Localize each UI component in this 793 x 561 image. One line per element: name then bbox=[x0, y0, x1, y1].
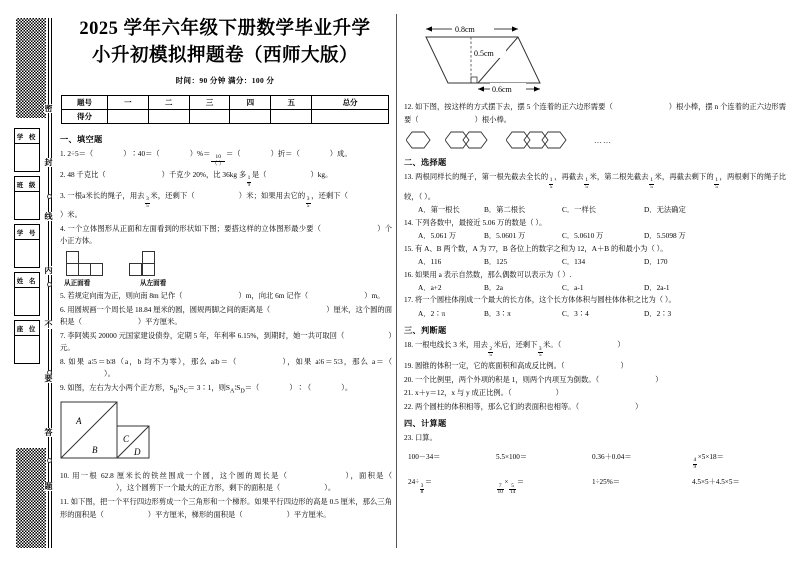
calc-item-2: 5.5×100＝ bbox=[496, 452, 528, 461]
option-c[interactable]: C．3∶4 bbox=[562, 309, 589, 318]
q21-num: 21. bbox=[404, 388, 414, 398]
q12-p2: ）根小棒，摆 n 个连着的正六边形需要（ bbox=[404, 102, 787, 124]
right-column bbox=[404, 12, 786, 496]
question-21 bbox=[404, 387, 786, 400]
q18-p3: 米。（ bbox=[543, 340, 562, 350]
fraction-numerator: 3 bbox=[306, 195, 310, 202]
option-a[interactable]: A．a+2 bbox=[418, 283, 442, 293]
option-b[interactable]: B．第二根长 bbox=[484, 205, 526, 215]
option-d[interactable]: D．2∶3 bbox=[644, 309, 672, 318]
q11-num: 11. bbox=[60, 496, 69, 506]
fraction-denominator: 5 bbox=[650, 184, 653, 191]
question-11 bbox=[60, 496, 392, 521]
q7-p2: ）元。 bbox=[60, 330, 393, 353]
score-header-4: 四 bbox=[230, 96, 271, 110]
q23-num: 23. bbox=[404, 433, 414, 443]
q21-p1: x＋y＝12，x 与 y 成正比例。（ bbox=[414, 388, 512, 398]
q5-p1: 若规定向南为正，则向南 8m 记作（ bbox=[67, 291, 183, 301]
score-cell[interactable] bbox=[189, 110, 230, 124]
field-input-seat[interactable] bbox=[14, 336, 40, 364]
q3-p5: ）米。 bbox=[60, 210, 82, 220]
label-C: C bbox=[123, 433, 130, 444]
q13-p4: 米，再截去剩下的 bbox=[654, 172, 714, 182]
fraction-numerator: 3 bbox=[538, 345, 542, 352]
score-cell[interactable] bbox=[148, 110, 189, 124]
page-title bbox=[60, 16, 390, 86]
calc-item-8: 4.5×5＋4.5×5＝ bbox=[692, 478, 740, 487]
field-input-name[interactable] bbox=[14, 288, 40, 316]
question-17-options bbox=[404, 308, 786, 320]
q20-p2: ） bbox=[655, 374, 663, 384]
q1-num: 1. bbox=[60, 149, 66, 158]
q3-p2: 米，还剩下（ bbox=[150, 190, 195, 200]
fraction-2-over-5 bbox=[488, 347, 493, 359]
option-c[interactable]: C．a-1 bbox=[562, 283, 584, 293]
q5-p3: ）m。 bbox=[364, 291, 385, 301]
fraction-1-over-9 bbox=[247, 176, 252, 188]
q3-p3: ）米；如果用去它的 bbox=[238, 190, 306, 200]
label-A: A bbox=[76, 415, 82, 426]
option-d[interactable]: D．2a-1 bbox=[644, 283, 670, 293]
title-line-1: 2025 学年六年级下册数学毕业升学 bbox=[79, 19, 371, 39]
fraction-numerator: 1 bbox=[549, 177, 553, 184]
seal-word: 题 bbox=[44, 482, 53, 491]
q14-num: 14. bbox=[404, 217, 414, 227]
seal-word: 密 bbox=[44, 104, 53, 113]
q10-p3: ），这个圆剪下一个最大的正方形，剩下的面积是（ bbox=[116, 483, 281, 493]
student-field-name bbox=[14, 272, 40, 316]
column-divider bbox=[396, 14, 397, 548]
fraction-5-over-14 bbox=[509, 484, 516, 496]
q4-text2: ）个小正方体。 bbox=[60, 223, 393, 246]
q7-p1: 李阿姨买 20000 元国家建设债券，定期 5 年，年利率 6.15%，到期时，她一共可取回（ bbox=[67, 330, 345, 340]
q18-p2: 米后，还剩下 bbox=[493, 340, 538, 350]
label-B: B bbox=[92, 444, 98, 455]
fraction-denominator: 9 bbox=[693, 463, 697, 470]
question-5 bbox=[60, 290, 392, 303]
q15-text: 有 A、B 两个数，A 为 77，B 各位上的数字之和为 12，A＋B 的和最小为（ ）。 bbox=[414, 243, 668, 253]
q11-p3: ）平方厘米。 bbox=[286, 509, 331, 519]
field-input-school[interactable] bbox=[14, 144, 40, 172]
q17-num: 17. bbox=[404, 295, 414, 305]
seal-word: 答 bbox=[44, 428, 53, 437]
fraction-numerator: 1 bbox=[585, 177, 588, 184]
question-15-options bbox=[404, 256, 786, 268]
score-header-label: 题号 bbox=[62, 96, 108, 110]
seal-word: 封 bbox=[44, 158, 53, 167]
q9-sub1: B bbox=[173, 388, 178, 395]
fraction-4-over-9 bbox=[693, 458, 698, 470]
q22-p1: 两个圆柱的体积相等，那么它们的表面积也相等。（ bbox=[414, 401, 580, 411]
q9-sub2: C bbox=[183, 388, 188, 395]
q9-p8: ）。 bbox=[341, 382, 353, 392]
field-label-class: 班 级 bbox=[14, 176, 40, 192]
section-heading-judge: 三、判断题 bbox=[404, 326, 447, 336]
q11-p1: 如下图，把一个平行四边形剪成一个三角形和一个梯形。如果平行四边形的高是 0.5 厘米，那么三角形的面积是（ bbox=[60, 496, 392, 519]
fraction-numerator: 2 bbox=[489, 345, 493, 352]
q21-p2: ） bbox=[555, 388, 563, 398]
grid-cell bbox=[129, 263, 142, 276]
hexagon-group-3 bbox=[506, 128, 586, 152]
seal-word: 内 bbox=[44, 266, 53, 275]
q11-p2: ）平方厘米，梯形的面积是（ bbox=[147, 509, 243, 519]
figure-views bbox=[60, 251, 392, 287]
q8-p2: ），如果 a∶6＝5∶3，那么 a＝（ bbox=[281, 356, 392, 366]
field-input-number[interactable] bbox=[14, 240, 40, 268]
q12-num: 12. bbox=[404, 102, 414, 111]
grid-cell bbox=[66, 251, 79, 264]
option-a[interactable]: A．第一根长 bbox=[418, 205, 460, 215]
calc-item-4-post: ×5×18＝ bbox=[697, 452, 724, 461]
fraction-denominator: 8 bbox=[420, 489, 424, 496]
student-field-class bbox=[14, 176, 40, 220]
fraction-denominator: 5 bbox=[715, 184, 718, 191]
q13-p1: 两根同样长的绳子，第一根先截去全长的 bbox=[415, 172, 549, 182]
seal-word: 线 bbox=[44, 212, 53, 221]
q13-p5: ，两根剩下的绳子比较，（ ）。 bbox=[404, 172, 787, 201]
q20-p1: 一个比例里，两个外项的积是 1，则两个内项互为倒数。（ bbox=[414, 374, 600, 384]
calc-item-5-post: ＝ bbox=[424, 478, 433, 487]
option-c[interactable]: C．一样长 bbox=[562, 205, 597, 215]
q3-num: 3. bbox=[60, 190, 66, 200]
fraction-denominator: 5 bbox=[306, 202, 310, 209]
q9-num: 9. bbox=[60, 382, 66, 392]
fraction-3-over-5 bbox=[306, 197, 311, 209]
fraction-1-over-5 bbox=[549, 178, 554, 190]
q6-num: 6. bbox=[60, 304, 66, 314]
field-label-number: 学 号 bbox=[14, 224, 40, 240]
q12-p1: 如下图，按这样的方式摆下去，摆 5 个连着的正六边形需要（ bbox=[414, 102, 613, 111]
q13-p3: 米，第二根先截去 bbox=[589, 172, 649, 182]
grid-cell bbox=[90, 263, 103, 276]
q5-num: 5. bbox=[60, 291, 66, 301]
q13-p2: ，再截去 bbox=[553, 172, 584, 182]
dim-top: 0.8cm bbox=[455, 25, 475, 34]
option-c[interactable]: C．5.0610 万 bbox=[562, 231, 604, 241]
q19-p2: ） bbox=[620, 361, 628, 370]
calc-row-2 bbox=[404, 477, 786, 496]
question-4 bbox=[60, 223, 392, 248]
option-d[interactable]: D．5.5098 万 bbox=[644, 231, 686, 241]
option-d[interactable]: D．170 bbox=[644, 257, 668, 267]
q10-p4: ）。 bbox=[324, 483, 336, 493]
q4-num: 4. bbox=[60, 223, 66, 233]
q17-text: 将一个圆柱体削成一个最大的长方体，这个长方体体积与圆柱体体积之比为（ ）。 bbox=[414, 295, 676, 305]
q1-p3: ）%＝ bbox=[189, 149, 211, 158]
exam-info: 时间：90 分钟 满分：100 分 bbox=[175, 75, 275, 85]
table-row bbox=[62, 96, 389, 110]
hexagon-group-1 bbox=[406, 128, 442, 152]
calc-item-6 bbox=[496, 477, 592, 496]
calc-row-1 bbox=[404, 452, 786, 471]
score-header-5: 五 bbox=[271, 96, 312, 110]
q6-p3: ）平方厘米。 bbox=[137, 317, 182, 327]
question-19 bbox=[404, 360, 786, 373]
q2-num: 2. bbox=[60, 170, 66, 180]
fraction-denominator: 5 bbox=[538, 352, 542, 359]
q19-p1: 圆锥的体积一定，它的底面积和高成反比例。（ bbox=[414, 361, 565, 370]
seal-hatch-top bbox=[16, 18, 46, 118]
option-a[interactable]: A．116 bbox=[418, 257, 442, 267]
fraction-3-over-5 bbox=[538, 347, 543, 359]
fraction-3-over-8 bbox=[420, 484, 425, 496]
q6-p1: 用圆规画一个周长是 18.84 厘米的圆，圆规两脚之间的距离是（ bbox=[67, 304, 271, 314]
question-16-options bbox=[404, 282, 786, 294]
score-cell[interactable] bbox=[312, 110, 389, 124]
q14-text: 下列各数中，最接近 5.06 万的数是（ ）。 bbox=[414, 217, 547, 227]
calc-item-3: 0.36＋0.04＝ bbox=[592, 452, 632, 461]
question-17 bbox=[404, 294, 786, 307]
fraction-7-over-10 bbox=[497, 484, 504, 496]
seal-word: 不 bbox=[44, 320, 53, 329]
q1-p6: ）成。 bbox=[329, 149, 352, 158]
q18-num: 18. bbox=[404, 340, 414, 350]
q7-num: 7. bbox=[60, 330, 66, 340]
q2-p4: ）kg。 bbox=[310, 170, 333, 180]
q2-p3: 是（ bbox=[251, 170, 267, 180]
calc-item-5-pre: 24÷ bbox=[408, 478, 420, 487]
grid-cell bbox=[142, 251, 155, 264]
question-14-options bbox=[404, 230, 786, 242]
field-label-school: 学 校 bbox=[14, 128, 40, 144]
q23-title: 口算。 bbox=[414, 433, 437, 443]
q22-num: 22. bbox=[404, 401, 414, 411]
section-heading-calc: 四、计算题 bbox=[404, 419, 447, 429]
fraction-denominator: 9 bbox=[247, 182, 251, 188]
label-D: D bbox=[134, 446, 141, 457]
fraction-numerator: 10 bbox=[211, 155, 226, 162]
fraction-numerator: 1 bbox=[650, 177, 653, 184]
q1-p2: ）∶40＝（ bbox=[123, 149, 160, 158]
q1-p4: ＝（ bbox=[225, 149, 241, 158]
score-header-3: 三 bbox=[189, 96, 230, 110]
score-cell[interactable] bbox=[108, 110, 149, 124]
seal-dot bbox=[47, 282, 52, 287]
q1-p1: 2÷5＝（ bbox=[67, 149, 94, 158]
field-input-class[interactable] bbox=[14, 192, 40, 220]
score-header-total: 总分 bbox=[312, 96, 389, 110]
caption-left-view: 从左面看 bbox=[140, 280, 167, 288]
question-7 bbox=[60, 330, 392, 355]
field-label-seat: 座 位 bbox=[14, 320, 40, 336]
fraction-10-over-blank bbox=[211, 155, 226, 168]
q9-p5: ∶S bbox=[234, 382, 241, 392]
question-16 bbox=[404, 269, 786, 282]
question-1 bbox=[60, 148, 392, 168]
fraction-denominator: 5 bbox=[146, 202, 149, 209]
calc-item-6-mid: × bbox=[504, 478, 509, 487]
question-12 bbox=[404, 101, 786, 126]
dim-bottom: 0.6cm bbox=[492, 85, 512, 93]
q18-p4: ） bbox=[617, 340, 625, 350]
fraction-denominator: 10 bbox=[497, 489, 503, 496]
view-shapes-row bbox=[60, 251, 392, 276]
score-header-2: 二 bbox=[148, 96, 189, 110]
fraction-denominator: 5 bbox=[549, 184, 553, 191]
seal-dot bbox=[47, 194, 52, 199]
fraction-denominator: 5 bbox=[585, 184, 588, 191]
q16-num: 16. bbox=[404, 269, 414, 279]
score-header-1: 一 bbox=[108, 96, 149, 110]
q8-p3: ）。 bbox=[104, 369, 115, 379]
option-b[interactable]: B．3∶π bbox=[484, 309, 511, 318]
question-8 bbox=[60, 356, 392, 381]
question-14 bbox=[404, 217, 786, 230]
fraction-numerator: 5 bbox=[509, 484, 516, 491]
question-13-options bbox=[404, 204, 786, 216]
section-heading-fill: 一、填空题 bbox=[60, 135, 103, 144]
fraction-denominator: 14 bbox=[509, 489, 516, 496]
option-a[interactable]: A．5.061 万 bbox=[418, 231, 457, 241]
option-b[interactable]: B．125 bbox=[484, 257, 508, 267]
q8-p1: 如果 a∶5＝b∶8（a，b 均不为零），那么 a∶b＝（ bbox=[68, 356, 238, 366]
q9-sub3: A bbox=[230, 388, 235, 395]
q9-p6: ＝（ bbox=[244, 382, 260, 392]
student-info-column bbox=[14, 128, 40, 368]
q9-p2: S bbox=[169, 382, 174, 392]
question-2 bbox=[60, 169, 392, 189]
title-line-2: 小升初模拟押题卷（西师大版） bbox=[91, 45, 358, 66]
q16-text: 如果用 a 表示自然数，那么偶数可以表示为（ ）. bbox=[414, 269, 572, 279]
student-field-school bbox=[14, 128, 40, 172]
score-row-label: 得分 bbox=[62, 110, 108, 124]
calc-item-1: 100－34＝ bbox=[408, 452, 441, 461]
score-cell[interactable] bbox=[271, 110, 312, 124]
fraction-numerator: 3 bbox=[420, 482, 424, 489]
fraction-denominator: （ ） bbox=[211, 161, 225, 168]
option-b[interactable]: B．5.0601 万 bbox=[484, 231, 526, 241]
student-field-seat bbox=[14, 320, 40, 364]
calc-item-5 bbox=[408, 477, 496, 496]
q22-p2: ） bbox=[635, 401, 643, 411]
q12-p3: ）根小棒。 bbox=[474, 114, 512, 124]
question-22 bbox=[404, 401, 786, 414]
grid-cell bbox=[142, 263, 155, 276]
figure-hexagon-pattern bbox=[404, 128, 786, 152]
option-c[interactable]: C．134 bbox=[562, 257, 586, 267]
q6-p2: ）厘米，这个圆的面积是（ bbox=[60, 304, 392, 327]
calc-item-6-post: ＝ bbox=[516, 478, 525, 487]
question-23 bbox=[404, 432, 786, 445]
calc-item-7: 1÷25%＝ bbox=[592, 478, 620, 487]
fraction-numerator: 4 bbox=[693, 457, 697, 463]
question-18 bbox=[404, 339, 786, 359]
q10-p1: 用一根 62.8 厘米长的铁丝围成一个圆，这个圆的周长是（ bbox=[72, 470, 289, 480]
option-a[interactable]: A．2∶π bbox=[418, 309, 446, 318]
option-d[interactable]: D．无法确定 bbox=[644, 205, 686, 215]
fraction-numerator: 3 bbox=[146, 195, 149, 202]
q18-p1: 一根电线长 3 米，用去 bbox=[414, 340, 488, 350]
trapezoid-diagram bbox=[408, 15, 578, 93]
seal-word: 要 bbox=[44, 374, 53, 383]
left-column bbox=[60, 132, 392, 522]
q1-p5: ）折＝（ bbox=[270, 149, 300, 158]
q10-num: 10. bbox=[60, 470, 70, 480]
grid-cell bbox=[78, 263, 91, 276]
student-field-number bbox=[14, 224, 40, 268]
caption-front-view: 从正面看 bbox=[64, 280, 91, 288]
two-squares-diagram bbox=[60, 400, 220, 462]
question-6 bbox=[60, 304, 392, 329]
q9-sub4: D bbox=[240, 388, 245, 395]
score-table bbox=[61, 95, 389, 124]
question-3 bbox=[60, 190, 392, 222]
q9-p3: ∶S bbox=[177, 382, 184, 392]
calc-item-4 bbox=[692, 452, 724, 471]
q4-text: 一个立体图形从正面和左面看到的形状如下图；要搭这样的立体图形最少要（ bbox=[67, 223, 322, 233]
left-view-shape bbox=[129, 251, 155, 276]
q8-num: 8. bbox=[60, 356, 66, 366]
ellipsis: …… bbox=[594, 135, 612, 145]
view-captions-row bbox=[60, 277, 392, 287]
fraction-numerator: 1 bbox=[715, 177, 718, 184]
question-9 bbox=[60, 382, 392, 397]
fraction-denominator: 5 bbox=[489, 352, 493, 359]
score-cell[interactable] bbox=[230, 110, 271, 124]
option-b[interactable]: B．2a bbox=[484, 283, 504, 293]
seal-hatch-bottom bbox=[16, 448, 46, 548]
table-row bbox=[62, 110, 389, 124]
question-13 bbox=[404, 171, 786, 203]
q19-num: 19. bbox=[404, 361, 414, 370]
figure-trapezoid bbox=[408, 15, 786, 98]
q2-p1: 48 千克比（ bbox=[67, 170, 106, 180]
q5-p2: ）m，向北 6m 记作（ bbox=[238, 291, 309, 301]
hexagon-group-2 bbox=[445, 128, 503, 152]
front-view-shape bbox=[66, 251, 103, 276]
seal-dot bbox=[47, 458, 52, 463]
q20-num: 20. bbox=[404, 374, 414, 384]
q9-p7: ）∶（ bbox=[289, 382, 312, 392]
q2-p2: ）千克少 20%，比 36kg 多 bbox=[161, 170, 247, 180]
q15-num: 15. bbox=[404, 243, 414, 253]
q3-p1: 一根a米长的绳子，用去 bbox=[67, 190, 145, 200]
question-15 bbox=[404, 243, 786, 256]
q13-num: 13. bbox=[404, 172, 414, 182]
q9-p4: ＝ 3∶1，则S bbox=[187, 382, 230, 392]
q3-p4: ，还剩下（ bbox=[311, 190, 349, 200]
question-20 bbox=[404, 374, 786, 387]
field-label-name: 姓 名 bbox=[14, 272, 40, 288]
dim-height: 0.5cm bbox=[474, 49, 494, 58]
fraction-numerator: 7 bbox=[497, 484, 504, 491]
q9-p1: 如图，左右为大小两个正方形， bbox=[67, 382, 170, 392]
figure-two-squares bbox=[60, 400, 392, 467]
section-heading-choice: 二、选择题 bbox=[404, 158, 447, 168]
question-10 bbox=[60, 470, 392, 495]
fraction-numerator: 1 bbox=[247, 175, 251, 182]
grid-cell bbox=[66, 263, 79, 276]
q10-p2: ），面积是（ bbox=[344, 470, 393, 480]
